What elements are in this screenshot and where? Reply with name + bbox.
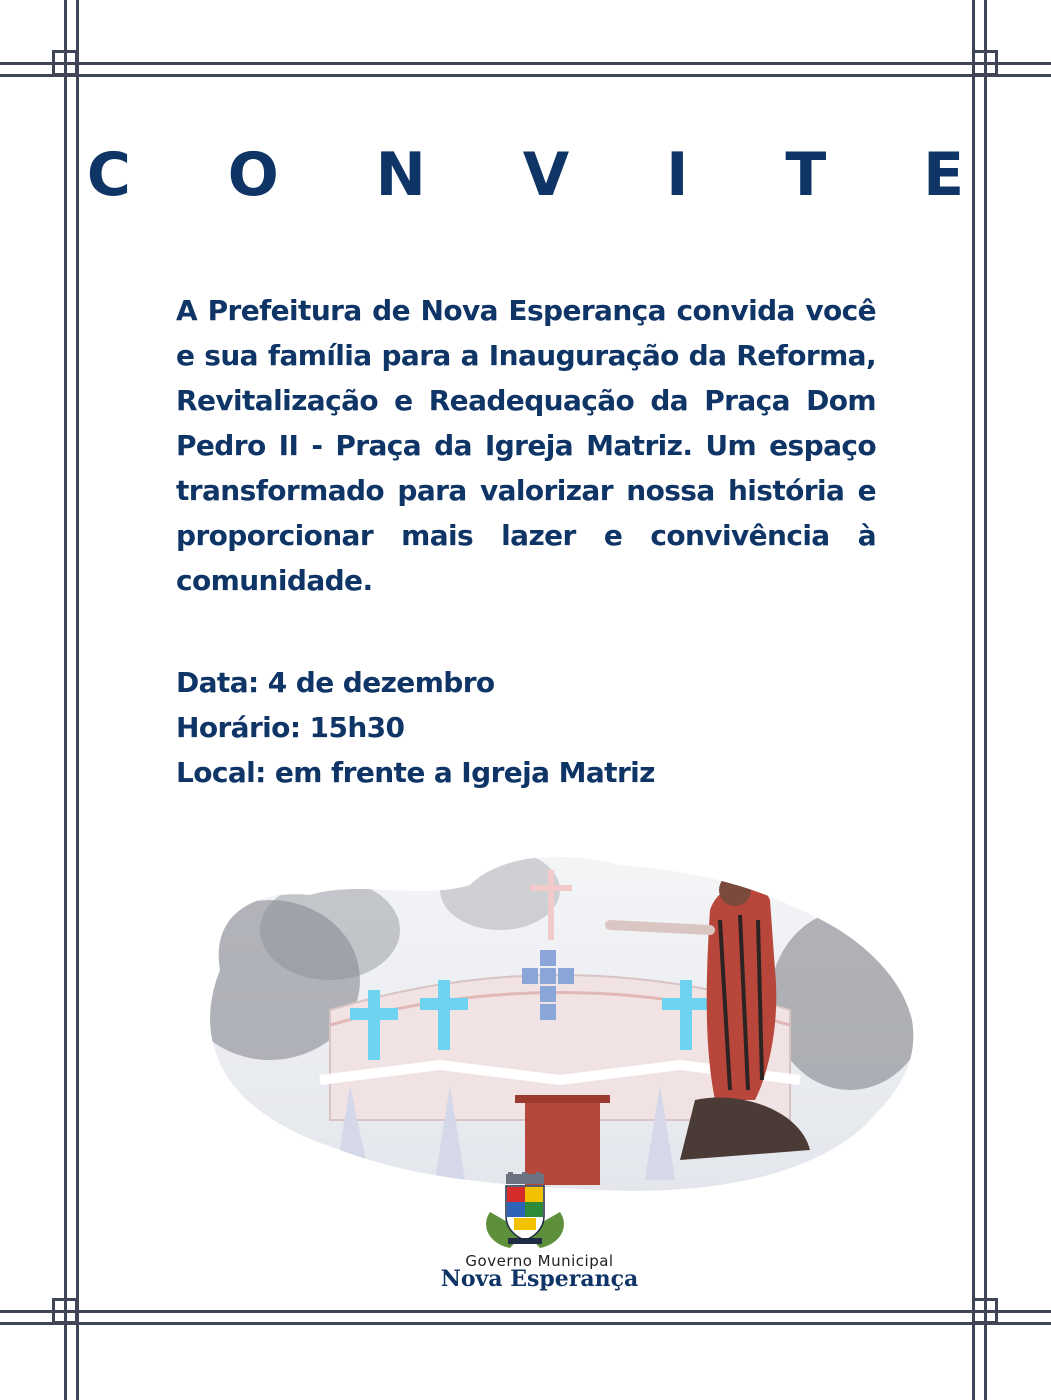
frame-corner-bottom-left bbox=[52, 1298, 78, 1324]
frame-line-right-outer bbox=[984, 0, 987, 1400]
event-date: Data: 4 de dezembro bbox=[176, 666, 495, 699]
government-label: Governo Municipal bbox=[465, 1252, 614, 1270]
frame-line-bottom-outer bbox=[0, 1322, 1051, 1325]
frame-line-bottom-inner bbox=[0, 1310, 1051, 1313]
event-location: Local: em frente a Igreja Matriz bbox=[176, 756, 655, 789]
city-coat-of-arms-icon bbox=[470, 1172, 580, 1252]
frame-corner-bottom-right bbox=[972, 1298, 998, 1324]
frame-corner-top-left bbox=[52, 50, 78, 76]
frame-line-right-inner bbox=[972, 0, 975, 1400]
event-time: Horário: 15h30 bbox=[176, 711, 405, 744]
frame-line-top-inner bbox=[0, 74, 1051, 77]
frame-line-left-inner bbox=[76, 0, 79, 1400]
frame-corner-top-right bbox=[972, 50, 998, 76]
invite-title: C O N V I T E bbox=[86, 140, 1003, 210]
event-details bbox=[176, 660, 876, 795]
invite-body: A Prefeitura de Nova Esperança convida você e sua família para a Inauguração da Reforma, Revitalização e Readequação da Praça Dom Pedro II - Praça da Igreja Matriz. Um espaço transformado para valorizar nossa história e proporcionar mais lazer e convivência à comunidade. bbox=[176, 294, 876, 597]
frame-line-left-outer bbox=[64, 0, 67, 1400]
church-photo bbox=[200, 850, 920, 1200]
frame-line-top-outer bbox=[0, 62, 1051, 65]
city-name: Nova Esperança bbox=[440, 1266, 639, 1292]
